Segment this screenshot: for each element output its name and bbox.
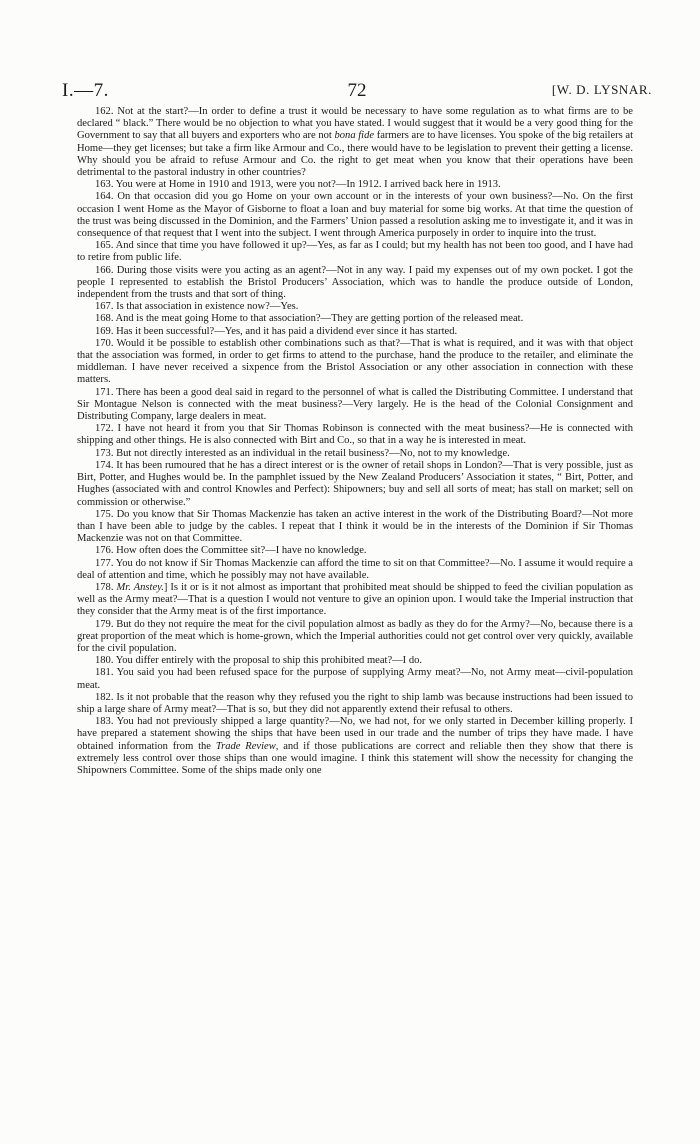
paragraph-177: 177. You do not know if Sir Thomas Mackenzie can afford the time to sit on that Committee?—No. I assume it would require a deal of attention and time, which he possibly may not have available.: [77, 557, 633, 581]
witness-name: [W. D. LYSNAR.: [551, 82, 652, 97]
paragraph-175: 175. Do you know that Sir Thomas Mackenzie has taken an active interest in the work of the Distributing Board?—Not more than I have been able to judge by the cables. I repeat that I think it would be in the interests of the Dominion if Sir Thomas Mackenzie was not on that Committee.: [77, 508, 633, 545]
paragraph-163: 163. You were at Home in 1910 and 1913, were you not?—In 1912. I arrived back here in 1913.: [95, 179, 501, 191]
paragraph-180: 180. You differ entirely with the proposal to ship this prohibited meat?—I do.: [95, 655, 423, 667]
report-reference: I.—7.: [62, 80, 109, 101]
evidence-text: [77, 106, 633, 777]
paragraph-182: 182. Is it not probable that the reason why they refused you the right to ship lamb was because instructions had been issued to ship a large share of Army meat?—That is so, but they did not apparently extend their refusal to others.: [77, 691, 633, 715]
paragraph-168: 168. And is the meat going Home to that association?—They are getting portion of the released meat.: [95, 313, 524, 325]
page-number: 72: [347, 80, 367, 101]
paragraph-170: 170. Would it be possible to establish other combinations such as that?—That is what is required, and it was with that object that the association was formed, in order to get firms to attend to the purchase, hand the produce to the retailer, and eliminate the middleman. I have never received a sixpence from the Bristol Association or any other association in connection with these matters.: [77, 337, 633, 386]
page-header: [62, 80, 652, 104]
paragraph-173: 173. But not directly interested as an individual in the retail business?—No, not to my knowledge.: [95, 447, 510, 459]
paragraph-171: 171. There has been a good deal said in regard to the personnel of what is called the Distributing Committee. I understand that Sir Montague Nelson is connected with the meat business?—Very largely. He is the head of the Colonial Consignment and Distributing Company, large dealers in meat.: [77, 386, 633, 423]
paragraph-164: 164. On that occasion did you go Home on your own account or in the interests of your own business?—No. On the first occasion I went Home as the Mayor of Gisborne to float a loan and buy material for some big works. At that time the question of the trust was being discussed in the Dominion, and the Farmers’ Union passed a resolution asking me to investigate it, and it was in consequence of that request that I went into the subject. I went through America purposely in order to inquire into the trust.: [77, 191, 633, 240]
paragraph-162: 162. Not at the start?—In order to define a trust it would be necessary to have some regulation as to what firms are to be declared “ black.” There would be no objection to what you have stated. I would suggest that it would be a very good thing for the Government to say that all buyers and exporters who are not bona fide farmers are to have licenses. You spoke of the big retailers at Home—they get licenses; but take a firm like Armour and Co., there would have to be legislation to prevent their getting a license. Why should you be afraid to refuse Armour and Co. the right to get meat when you know that their operations have been detrimental to the pastoral industry in other countries?: [77, 106, 634, 179]
paragraph-166: 166. During those visits were you acting as an agent?—Not in any way. I paid my expenses out of my own pocket. I got the people I represented to establish the Bristol Producers’ Association, which was to handle the produce outside of London, independent from the trusts and that sort of thing.: [77, 264, 633, 301]
paragraph-174: 174. It has been rumoured that he has a direct interest or is the owner of retail shops in London?—That is very possible, just as Birt, Potter, and Hughes would be. In the pamphlet issued by the New Zealand Producers’ Association it states, “ Birt, Potter, and Hughes (associated with and control Knowles and Perfect): Shipowners; buy and sell all sorts of meat; has stall on market; sell on commission or otherwise.”: [77, 459, 633, 508]
paragraph-178: 178. Mr. Anstey.] Is it or is it not almost as important that prohibited meat should be shipped to feed the civilian population as well as the Army meat?—That is a question I would not venture to give an opinion upon. I would take the Imperial instruction that they consider that the Army meat is of the first importance.: [77, 581, 633, 618]
paragraph-169: 169. Has it been successful?—Yes, and it has paid a dividend ever since it has started.: [95, 325, 458, 337]
paragraph-181: 181. You said you had been refused space for the purpose of supplying Army meat?—No, not Army meat—civil-population meat.: [77, 667, 633, 691]
paragraph-172: 172. I have not heard it from you that Sir Thomas Robinson is connected with the meat business?—He is connected with shipping and other things. He is also connected with Birt and Co., so that in a way he is interested in meat.: [77, 423, 633, 447]
paragraph-179: 179. But do they not require the meat for the civil population almost as badly as they do for the Army?—No, because there is a great proportion of the meat which is home-grown, which the Imperial authorities could not get control over very quickly, available for the civil population.: [77, 618, 633, 654]
paragraph-167: 167. Is that association in existence now?—Yes.: [95, 301, 299, 313]
paragraph-183: 183. You had not previously shipped a large quantity?—No, we had not, for we only started in December killing properly. I have prepared a statement showing the ships that have been used in our trade and the number of trips they have made. I have obtained information from the Trade Review, and if those publications are correct and reliable then they show that there is extremely less control over those ships than one would imagine. I think this statement will show the necessity for changing the Shipowners Committee. Some of the ships made only one: [77, 716, 633, 776]
paragraph-165: 165. And since that time you have followed it up?—Yes, as far as I could; but my health has not been too good, and I have had to retire from public life.: [77, 240, 633, 264]
paragraph-176: 176. How often does the Committee sit?—I have no knowledge.: [95, 545, 367, 557]
